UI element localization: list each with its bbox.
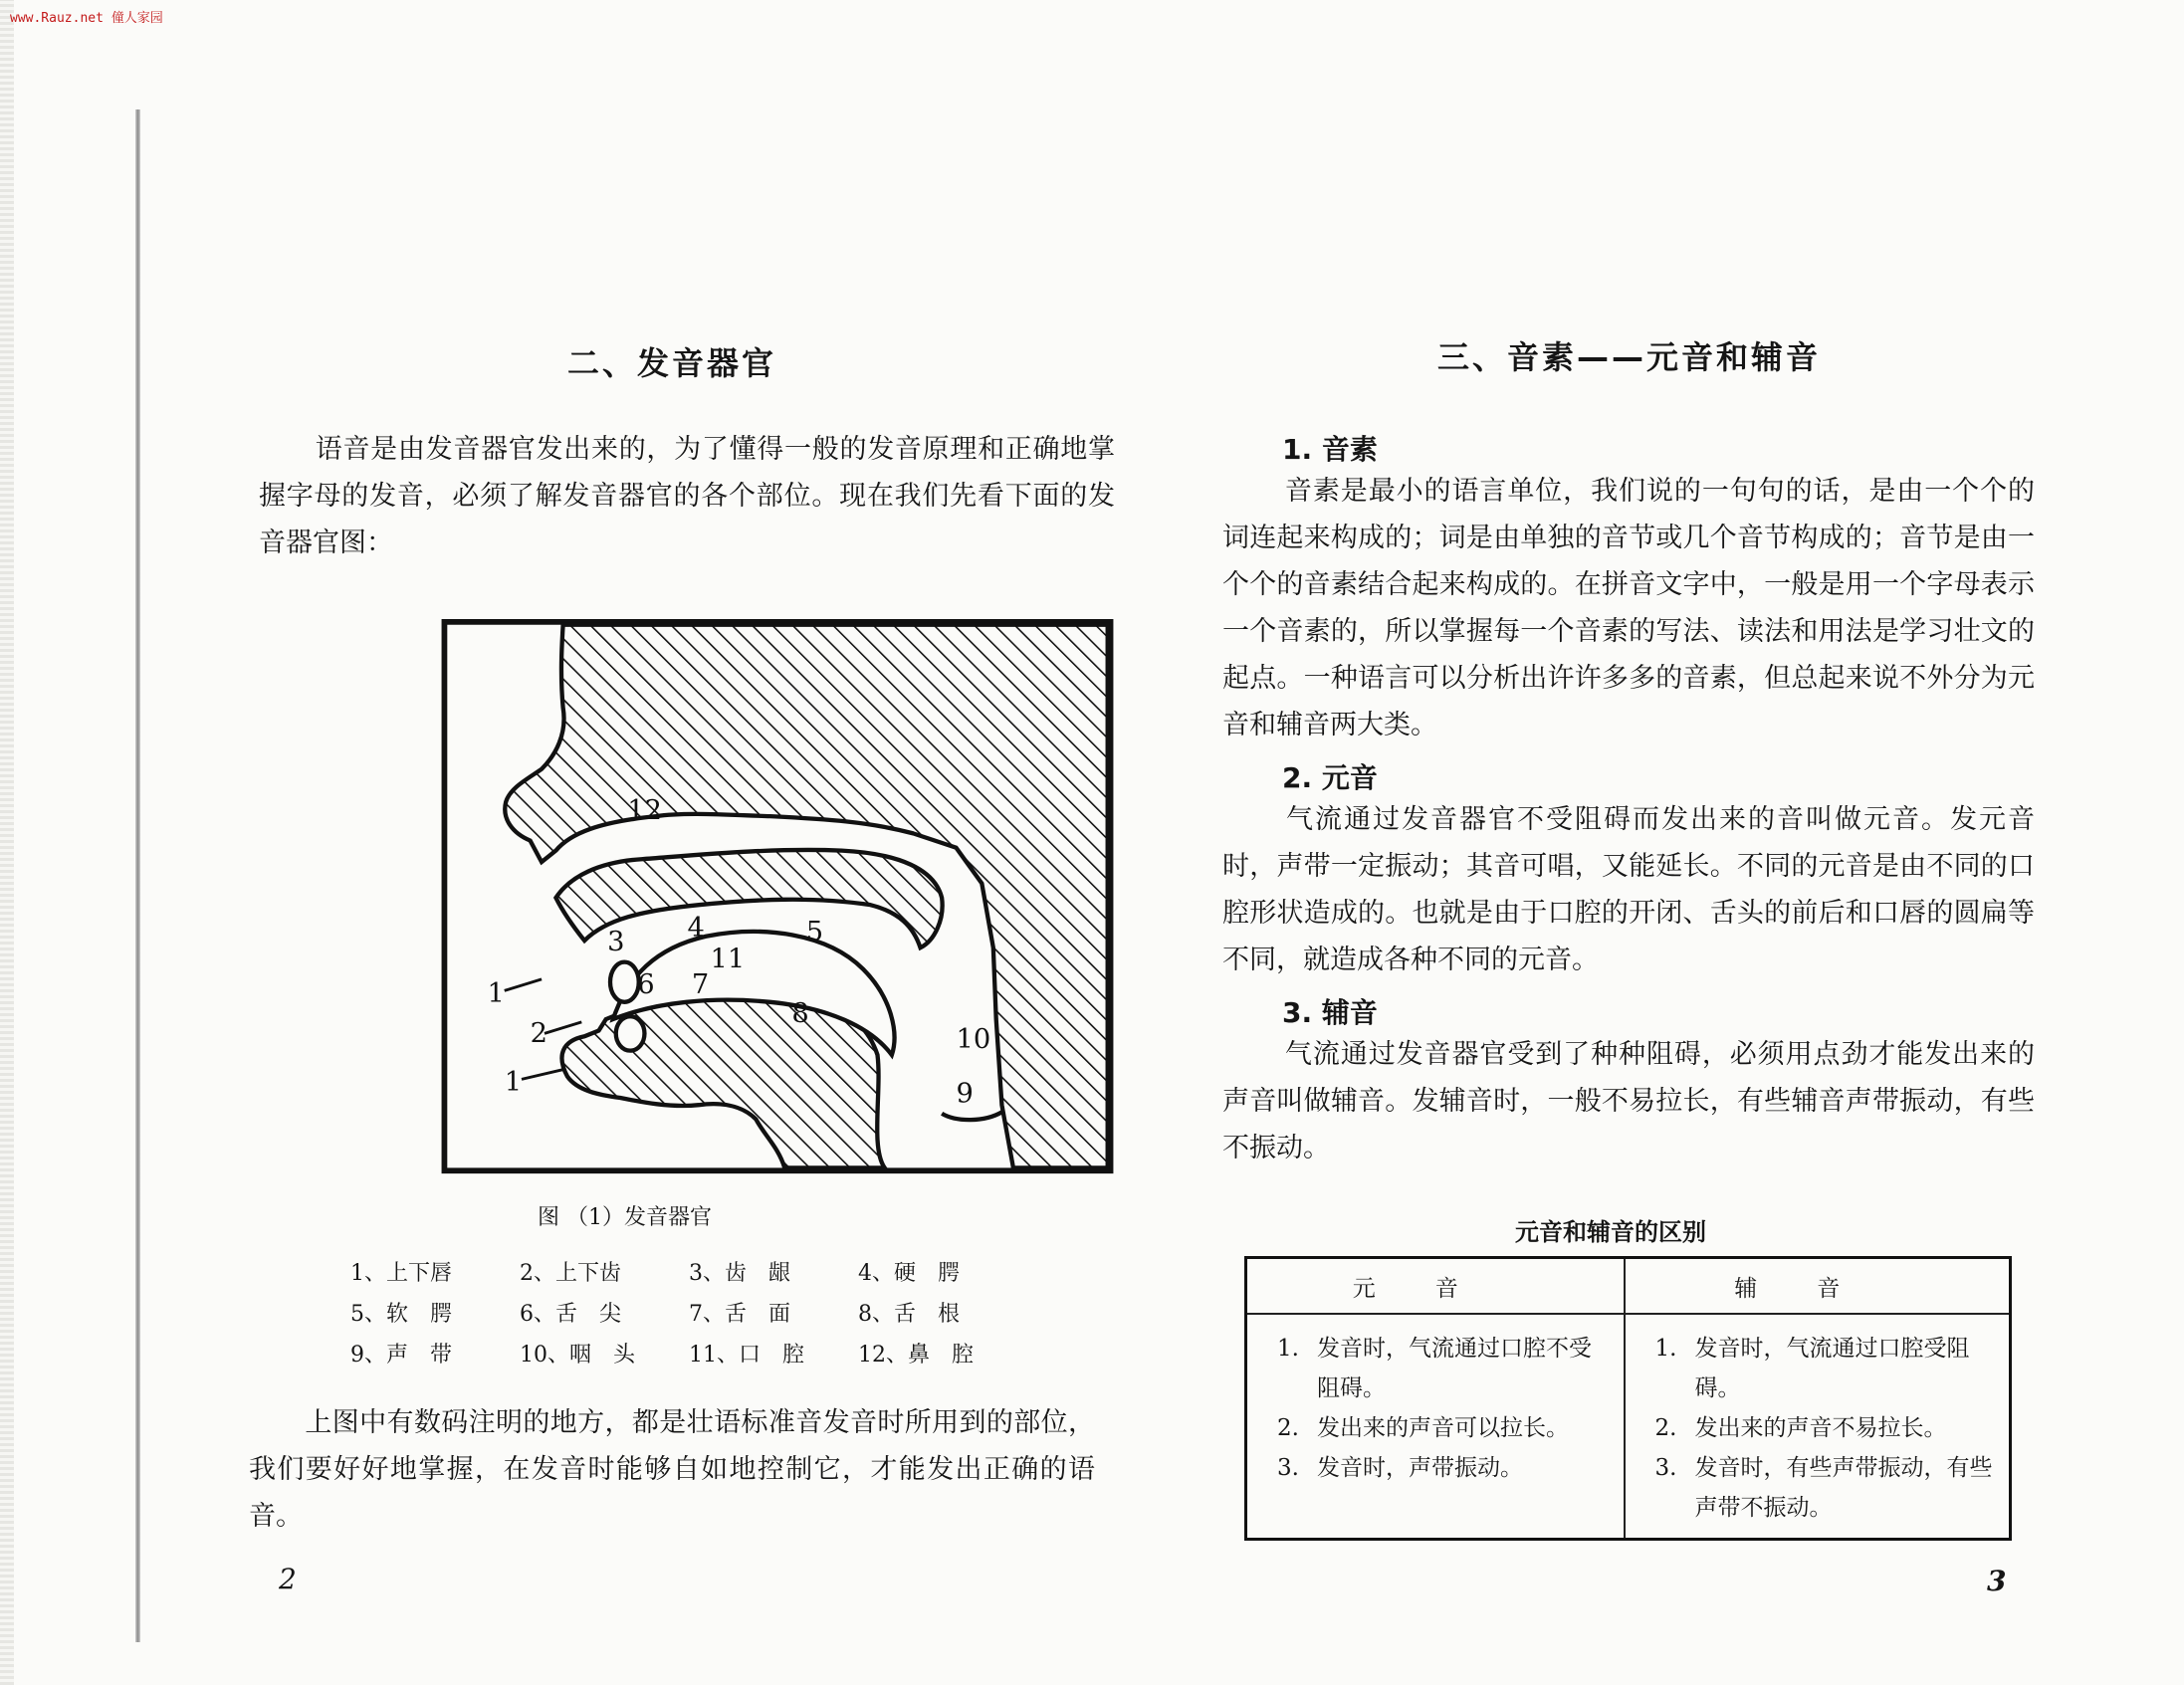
column-header-consonant: 辅音 (1625, 1258, 2011, 1315)
legend-item: 12、鼻 腔 (858, 1343, 974, 1368)
consonant-text: 气流通过发音器官受到了种种阻碍，必须用点劲才能发出来的声音叫做辅音。发辅音时，一般不易拉长，有些辅音声带振动，有些不振动。 (1222, 1039, 2035, 1163)
diagram-label: 1 (504, 1066, 523, 1098)
diagram-label: 5 (805, 917, 824, 948)
intro-text: 语音是由发音器官发出来的，为了懂得一般的发音原理和正确地掌握字母的发音，必须了解发音器官的各个部位。现在我们先看下面的发音器官图： (259, 434, 1115, 558)
legend-item: 6、舌 尖 (520, 1302, 621, 1327)
list-item: 3. 发音时，有些声带振动，有些声带不振动。 (1654, 1455, 1993, 1521)
diagram-label: 8 (791, 997, 809, 1029)
left-page-title: 二、发音器官 (567, 344, 777, 382)
diagram-label: 1 (487, 977, 505, 1009)
legend-item: 4、硬 腭 (858, 1261, 960, 1286)
watermark: www.Rauz.net 僮人家园 (10, 11, 163, 26)
figure-legend (350, 1256, 1027, 1369)
scan-edge (0, 0, 14, 1685)
diagram-label: 7 (691, 969, 710, 1001)
diagram-label: 12 (627, 795, 662, 827)
legend-item: 1、上下唇 (350, 1261, 452, 1286)
diagram-label: 9 (956, 1078, 974, 1110)
section-text-vowel (1222, 796, 2035, 983)
intro-paragraph (259, 426, 1115, 566)
list-item: 2. 发出来的声音可以拉长。 (1277, 1415, 1569, 1441)
consonant-cell (1625, 1314, 2011, 1540)
legend-item: 5、软 腭 (350, 1302, 452, 1327)
diagram-label: 4 (687, 912, 705, 944)
section-text-consonant (1222, 1031, 2035, 1171)
vowel-consonant-table (1244, 1256, 2012, 1541)
legend-item: 2、上下齿 (520, 1261, 621, 1286)
page-number-right: 3 (1987, 1565, 2007, 1597)
diagram-label: 11 (710, 944, 746, 975)
section-heading-consonant: 3. 辅音 (1282, 996, 1378, 1029)
diagram-label: 6 (637, 969, 655, 1001)
vowel-cell (1246, 1314, 1625, 1540)
section-heading-phoneme: 1. 音素 (1282, 433, 1378, 466)
closing-text: 上图中有数码注明的地方，都是壮语标准音发音时所用到的部位，我们要好好地掌握，在发音时能够自如地控制它，才能发出正确的语音。 (249, 1407, 1095, 1532)
speech-organs-diagram (424, 619, 1131, 1176)
diagram-label: 3 (607, 927, 625, 958)
table-header-row (1246, 1258, 2011, 1315)
legend-item: 11、口 腔 (689, 1343, 804, 1368)
legend-item: 3、齿 龈 (689, 1261, 790, 1286)
section-text-phoneme (1222, 468, 2035, 748)
table-title: 元音和辅音的区别 (1515, 1218, 1706, 1246)
page-number-left: 2 (279, 1563, 297, 1595)
column-header-vowel: 元音 (1246, 1258, 1625, 1315)
figure-caption: 图 （1）发音器官 (538, 1205, 712, 1230)
phoneme-text: 音素是最小的语言单位，我们说的一句句的话，是由一个个的词连起来构成的；词是由单独的音节或几个音节构成的；音节是由一个个的音素结合起来构成的。在拼音文字中，一般是用一个字母表示一个音素的，所以掌握每一个音素的写法、读法和用法是学习壮文的起点。一种语言可以分析出许许多多的音素，但总起来说不外分为元音和辅音两大类。 (1222, 476, 2035, 740)
diagram-label: 10 (956, 1023, 991, 1055)
legend-item: 10、咽 头 (520, 1343, 635, 1368)
section-heading-vowel: 2. 元音 (1282, 761, 1378, 794)
list-item: 1. 发音时，气流通过口腔不受阻碍。 (1277, 1336, 1592, 1401)
vowel-text: 气流通过发音器官不受阻碍而发出来的音叫做元音。发元音时，声带一定振动；其音可唱，又能延长。不同的元音是由不同的口腔形状造成的。也就是由于口腔的开闭、舌头的前后和口唇的圆扁等不同，就造成各种不同的元音。 (1222, 804, 2035, 975)
book-binding-line (135, 109, 140, 1642)
list-item: 2. 发出来的声音不易拉长。 (1654, 1415, 1947, 1441)
legend-item: 8、舌 根 (858, 1302, 960, 1327)
right-page-title: 三、音素——元音和辅音 (1437, 338, 1822, 376)
list-item: 1. 发音时，气流通过口腔受阻碍。 (1654, 1336, 1970, 1401)
list-item: 3. 发音时，声带振动。 (1277, 1455, 1523, 1481)
closing-paragraph (249, 1399, 1095, 1540)
lower-tooth (616, 1016, 645, 1050)
diagram-label: 2 (530, 1018, 547, 1050)
legend-item: 9、声 带 (350, 1343, 452, 1368)
upper-tooth (610, 962, 639, 1002)
table-row (1246, 1314, 2011, 1540)
legend-item: 7、舌 面 (689, 1302, 790, 1327)
